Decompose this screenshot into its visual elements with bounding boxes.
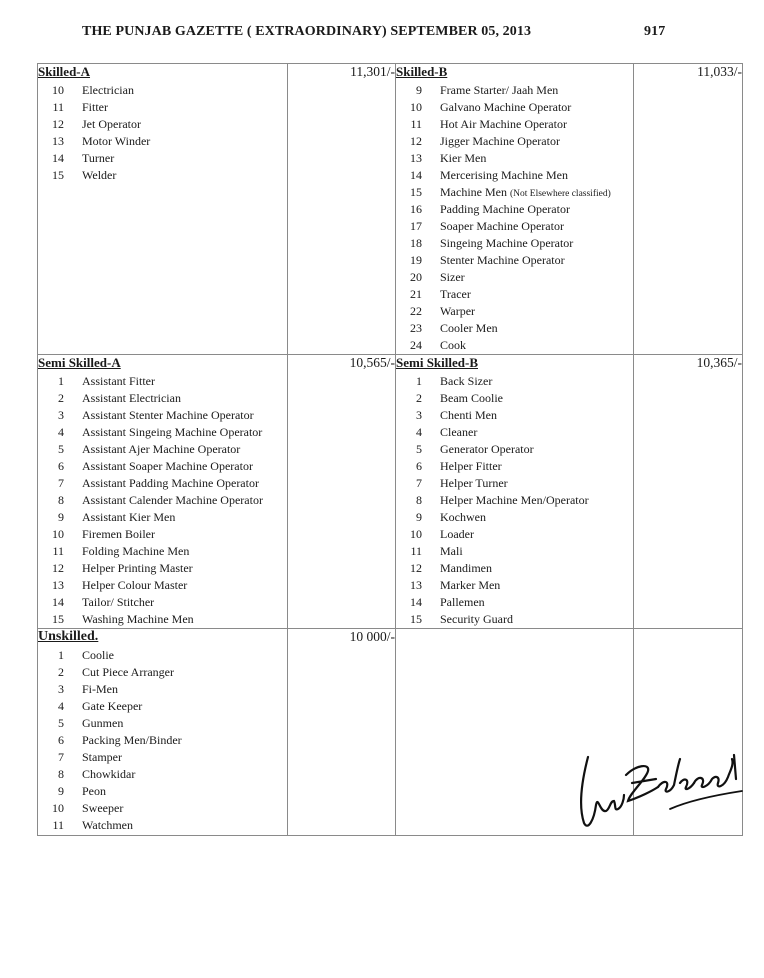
item-name xyxy=(440,286,471,303)
item-number: 2 xyxy=(58,391,64,405)
list-item xyxy=(38,594,287,611)
list-item xyxy=(38,664,287,681)
list-item xyxy=(38,441,287,458)
list-item xyxy=(38,492,287,509)
item-name xyxy=(440,252,565,269)
item-name xyxy=(82,783,106,800)
list-item xyxy=(396,611,633,628)
list-item xyxy=(38,133,287,150)
item-number: 1 xyxy=(58,648,64,662)
item-name xyxy=(440,235,573,252)
list-item xyxy=(38,82,287,99)
list-item xyxy=(396,458,633,475)
list-item xyxy=(396,320,633,337)
item-name xyxy=(82,681,118,698)
item-label: Marker Men xyxy=(440,578,501,592)
table-row xyxy=(38,355,743,629)
list-item xyxy=(396,337,633,354)
item-name xyxy=(440,320,498,337)
item-label: Electrician xyxy=(82,83,134,97)
list-item xyxy=(396,218,633,235)
item-label: Jigger Machine Operator xyxy=(440,134,560,148)
item-number: 6 xyxy=(58,733,64,747)
item-name xyxy=(440,99,571,116)
item-name xyxy=(440,337,466,354)
wage-semi-skilled-a: 10,565/- xyxy=(288,355,396,629)
list-item xyxy=(38,99,287,116)
list-item xyxy=(396,492,633,509)
item-name xyxy=(440,458,502,475)
item-label: Assistant Fitter xyxy=(82,374,156,388)
item-name xyxy=(440,594,485,611)
item-number: 6 xyxy=(58,459,64,473)
item-name xyxy=(440,407,497,424)
item-label: Helper Turner xyxy=(440,476,508,490)
item-label: Mandimen xyxy=(440,561,492,575)
item-number: 3 xyxy=(58,682,64,696)
item-name xyxy=(82,441,240,458)
item-number: 4 xyxy=(58,699,64,713)
item-number: 2 xyxy=(58,665,64,679)
item-number: 14 xyxy=(410,595,422,609)
item-label: Motor Winder xyxy=(82,134,151,148)
category-title: Unskilled. xyxy=(38,629,99,644)
item-list xyxy=(396,373,633,628)
list-item xyxy=(396,560,633,577)
list-item xyxy=(396,252,633,269)
item-label: Helper Machine Men/Operator xyxy=(440,493,589,507)
list-item xyxy=(38,458,287,475)
list-item xyxy=(38,800,287,817)
item-number: 11 xyxy=(52,544,64,558)
item-label: Hot Air Machine Operator xyxy=(440,117,567,131)
item-label: Kier Men xyxy=(440,151,487,165)
item-label: Cook xyxy=(440,338,467,352)
item-name xyxy=(82,150,114,167)
item-label: Watchmen xyxy=(82,818,134,832)
handwritten-signature xyxy=(570,735,745,835)
item-number: 16 xyxy=(410,202,422,216)
category-title: Semi Skilled-B xyxy=(396,355,478,370)
item-label: Helper Fitter xyxy=(440,459,502,473)
item-label: Helper Printing Master xyxy=(82,561,193,575)
item-number: 22 xyxy=(410,304,422,318)
item-name xyxy=(82,766,135,783)
item-label: Sizer xyxy=(440,270,465,284)
item-name xyxy=(82,800,123,817)
item-name xyxy=(440,390,503,407)
list-item xyxy=(396,116,633,133)
item-number: 11 xyxy=(410,117,422,131)
item-name xyxy=(82,424,262,441)
item-label: Soaper Machine Operator xyxy=(440,219,564,233)
item-number: 8 xyxy=(58,767,64,781)
item-label: Padding Machine Operator xyxy=(440,202,570,216)
item-name xyxy=(82,509,175,526)
item-number: 13 xyxy=(410,578,422,592)
item-number: 3 xyxy=(58,408,64,422)
item-name xyxy=(82,390,181,407)
item-number: 12 xyxy=(52,117,64,131)
wage-unskilled: 10 000/- xyxy=(288,629,396,836)
list-item xyxy=(396,407,633,424)
item-number: 7 xyxy=(416,476,422,490)
item-label: Assistant Electrician xyxy=(82,391,181,405)
item-list xyxy=(38,647,287,834)
item-name xyxy=(82,749,122,766)
list-item xyxy=(396,577,633,594)
item-name xyxy=(440,218,564,235)
item-number: 11 xyxy=(52,818,64,832)
list-item xyxy=(38,681,287,698)
item-number: 14 xyxy=(52,151,64,165)
list-item xyxy=(38,749,287,766)
list-item xyxy=(38,475,287,492)
item-name xyxy=(82,732,182,749)
item-name xyxy=(82,373,155,390)
item-number: 4 xyxy=(416,425,422,439)
item-number: 9 xyxy=(416,83,422,97)
item-name xyxy=(440,611,513,628)
item-name xyxy=(440,150,486,167)
list-item xyxy=(38,647,287,664)
item-name xyxy=(440,201,570,218)
item-name xyxy=(82,99,108,116)
item-label: Gate Keeper xyxy=(82,699,143,713)
list-item xyxy=(38,817,287,834)
item-name xyxy=(82,458,253,475)
item-label: Kochwen xyxy=(440,510,486,524)
item-label: Stamper xyxy=(82,750,122,764)
item-number: 15 xyxy=(410,612,422,626)
item-name xyxy=(82,167,116,184)
item-number: 10 xyxy=(410,100,422,114)
item-name xyxy=(440,116,567,133)
item-label: Folding Machine Men xyxy=(82,544,190,558)
item-label: Assistant Soaper Machine Operator xyxy=(82,459,253,473)
item-name xyxy=(440,509,486,526)
item-number: 15 xyxy=(410,185,422,199)
item-number: 21 xyxy=(410,287,422,301)
item-name xyxy=(82,475,259,492)
item-name xyxy=(440,303,475,320)
item-number: 6 xyxy=(416,459,422,473)
item-label: Fitter xyxy=(82,100,108,114)
item-label: Assistant Kier Men xyxy=(82,510,176,524)
item-name xyxy=(82,698,142,715)
item-name xyxy=(82,817,133,834)
category-skilled-b xyxy=(396,64,634,355)
list-item xyxy=(396,475,633,492)
item-name xyxy=(82,526,155,543)
list-item xyxy=(38,390,287,407)
item-name xyxy=(440,560,492,577)
item-name xyxy=(82,116,141,133)
item-label: Mercerising Machine Men xyxy=(440,168,568,182)
list-item xyxy=(38,543,287,560)
item-label: Loader xyxy=(440,527,474,541)
item-name xyxy=(440,269,465,286)
item-label: Welder xyxy=(82,168,117,182)
item-label: Assistant Stenter Machine Operator xyxy=(82,408,254,422)
wage-table xyxy=(37,63,743,836)
item-label: Cut Piece Arranger xyxy=(82,665,174,679)
item-number: 14 xyxy=(410,168,422,182)
item-number: 10 xyxy=(410,527,422,541)
list-item xyxy=(396,150,633,167)
category-title: Skilled-B xyxy=(396,64,448,79)
item-number: 10 xyxy=(52,801,64,815)
item-name xyxy=(82,492,263,509)
list-item xyxy=(396,99,633,116)
item-name xyxy=(440,526,474,543)
item-label: Chowkidar xyxy=(82,767,136,781)
list-item xyxy=(38,732,287,749)
item-number: 9 xyxy=(58,510,64,524)
item-number: 12 xyxy=(410,134,422,148)
item-name xyxy=(440,492,589,509)
item-label: Firemen Boiler xyxy=(82,527,155,541)
item-number: 1 xyxy=(58,374,64,388)
item-number: 4 xyxy=(58,425,64,439)
item-number: 24 xyxy=(410,338,422,352)
list-item xyxy=(396,526,633,543)
page-number: 917 xyxy=(644,24,666,39)
item-label: Tracer xyxy=(440,287,471,301)
item-number: 1 xyxy=(416,374,422,388)
item-name xyxy=(440,441,534,458)
item-label: Galvano Machine Operator xyxy=(440,100,572,114)
list-item xyxy=(396,201,633,218)
item-number: 8 xyxy=(58,493,64,507)
item-label: Assistant Ajer Machine Operator xyxy=(82,442,241,456)
list-item xyxy=(38,373,287,390)
item-label: Helper Colour Master xyxy=(82,578,188,592)
item-label: Singeing Machine Operator xyxy=(440,236,574,250)
item-number: 11 xyxy=(52,100,64,114)
item-name xyxy=(82,577,187,594)
list-item xyxy=(38,766,287,783)
item-number: 2 xyxy=(416,391,422,405)
list-item xyxy=(38,167,287,184)
item-name xyxy=(440,167,568,184)
item-number: 12 xyxy=(52,561,64,575)
item-number: 23 xyxy=(410,321,422,335)
item-number: 17 xyxy=(410,219,422,233)
item-number: 13 xyxy=(52,578,64,592)
item-name xyxy=(82,133,150,150)
item-number: 15 xyxy=(52,612,64,626)
item-list xyxy=(38,373,287,628)
item-number: 13 xyxy=(410,151,422,165)
list-item xyxy=(396,286,633,303)
item-number: 12 xyxy=(410,561,422,575)
item-number: 15 xyxy=(52,168,64,182)
list-item xyxy=(38,509,287,526)
item-number: 13 xyxy=(52,134,64,148)
item-number: 10 xyxy=(52,83,64,97)
list-item xyxy=(396,373,633,390)
list-item xyxy=(396,269,633,286)
item-name xyxy=(82,664,174,681)
item-number: 5 xyxy=(416,442,422,456)
item-label: Assistant Padding Machine Operator xyxy=(82,476,259,490)
list-item xyxy=(396,390,633,407)
item-label: Peon xyxy=(82,784,106,798)
item-label: Chenti Men xyxy=(440,408,497,422)
item-name xyxy=(440,133,560,150)
item-label: Warper xyxy=(440,304,476,318)
list-item xyxy=(396,184,633,201)
item-name xyxy=(82,560,193,577)
item-label: Beam Coolie xyxy=(440,391,503,405)
item-number: 5 xyxy=(58,442,64,456)
list-item xyxy=(38,577,287,594)
item-name xyxy=(440,475,508,492)
category-skilled-a xyxy=(38,64,288,355)
item-label: Washing Machine Men xyxy=(82,612,194,626)
item-label: Cleaner xyxy=(440,425,478,439)
list-item xyxy=(396,594,633,611)
item-number: 20 xyxy=(410,270,422,284)
list-item xyxy=(38,698,287,715)
item-name xyxy=(440,373,492,390)
item-label: Fi-Men xyxy=(82,682,118,696)
item-number: 5 xyxy=(58,716,64,730)
wage-semi-skilled-b: 10,365/- xyxy=(634,355,743,629)
list-item xyxy=(38,783,287,800)
item-number: 7 xyxy=(58,476,64,490)
item-number: 8 xyxy=(416,493,422,507)
item-name xyxy=(82,594,154,611)
item-name xyxy=(82,715,123,732)
category-semi-skilled-a xyxy=(38,355,288,629)
category-title: Semi Skilled-A xyxy=(38,355,121,370)
list-item xyxy=(396,424,633,441)
wage-skilled-a: 11,301/- xyxy=(288,64,396,355)
list-item xyxy=(38,407,287,424)
list-item xyxy=(396,82,633,99)
list-item xyxy=(38,560,287,577)
item-name xyxy=(440,184,611,201)
item-note: (Not Elsewhere classified) xyxy=(509,189,611,199)
item-number: 11 xyxy=(410,544,422,558)
item-label: Pallemen xyxy=(440,595,485,609)
category-unskilled xyxy=(38,629,288,836)
list-item xyxy=(396,133,633,150)
item-label: Mali xyxy=(440,544,463,558)
item-name xyxy=(82,611,194,628)
list-item xyxy=(38,150,287,167)
item-number: 3 xyxy=(416,408,422,422)
item-label: Assistant Singeing Machine Operator xyxy=(82,425,263,439)
item-number: 19 xyxy=(410,253,422,267)
item-number: 18 xyxy=(410,236,422,250)
wage-skilled-b: 11,033/- xyxy=(634,64,743,355)
list-item xyxy=(38,424,287,441)
item-number: 9 xyxy=(58,784,64,798)
category-title: Skilled-A xyxy=(38,64,91,79)
item-name xyxy=(82,543,189,560)
item-label: Cooler Men xyxy=(440,321,498,335)
item-label: Sweeper xyxy=(82,801,124,815)
item-number: 10 xyxy=(52,527,64,541)
item-number: 7 xyxy=(58,750,64,764)
list-item xyxy=(38,611,287,628)
item-label: Coolie xyxy=(82,648,114,662)
category-semi-skilled-b xyxy=(396,355,634,629)
list-item xyxy=(396,235,633,252)
item-label: Back Sizer xyxy=(440,374,493,388)
item-number: 14 xyxy=(52,595,64,609)
list-item xyxy=(396,441,633,458)
item-number: 9 xyxy=(416,510,422,524)
table-row xyxy=(38,64,743,355)
item-label: Packing Men/Binder xyxy=(82,733,182,747)
list-item xyxy=(396,509,633,526)
item-list xyxy=(38,82,287,184)
list-item xyxy=(396,543,633,560)
item-name xyxy=(440,543,463,560)
item-label: Gunmen xyxy=(82,716,124,730)
item-label: Stenter Machine Operator xyxy=(440,253,565,267)
item-label: Generator Operator xyxy=(440,442,534,456)
list-item xyxy=(38,526,287,543)
item-label: Machine Men xyxy=(440,185,507,199)
item-label: Tailor/ Stitcher xyxy=(82,595,155,609)
item-name xyxy=(82,407,254,424)
item-name xyxy=(440,82,558,99)
item-label: Jet Operator xyxy=(82,117,141,131)
list-item xyxy=(396,167,633,184)
item-list xyxy=(396,82,633,354)
item-name xyxy=(82,82,134,99)
item-name xyxy=(82,647,114,664)
list-item xyxy=(38,116,287,133)
list-item xyxy=(38,715,287,732)
item-label: Security Guard xyxy=(440,612,513,626)
item-label: Frame Starter/ Jaah Men xyxy=(440,83,559,97)
item-name xyxy=(440,577,500,594)
list-item xyxy=(396,303,633,320)
gazette-title: THE PUNJAB GAZETTE ( EXTRAORDINARY) SEPTEMBER 05, 2013 xyxy=(82,24,532,39)
item-name xyxy=(440,424,477,441)
item-label: Assistant Calender Machine Operator xyxy=(82,493,263,507)
item-label: Turner xyxy=(82,151,115,165)
